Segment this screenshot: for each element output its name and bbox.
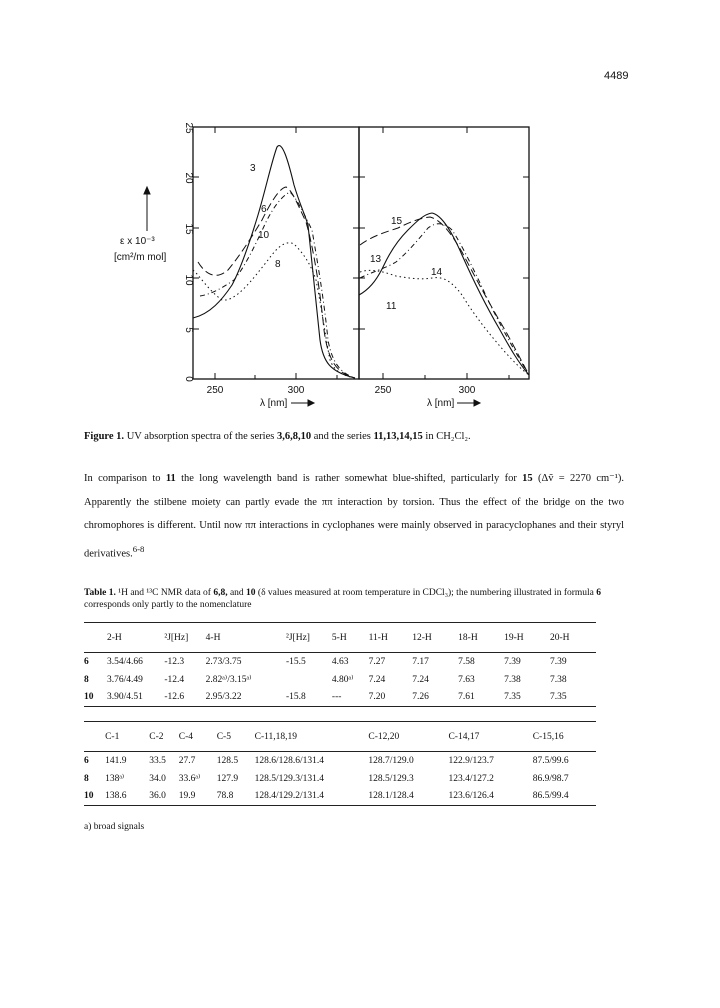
paragraph-text: In comparison to <box>84 473 166 484</box>
table-cell: 7.27 <box>368 656 386 667</box>
table-footnote: a) broad signals <box>84 822 145 832</box>
page-number: 4489 <box>604 70 629 82</box>
figure-caption-label: Figure 1. <box>84 431 125 442</box>
table-row <box>84 770 596 788</box>
table-caption <box>84 587 624 611</box>
curve-label: 11 <box>386 301 397 312</box>
table-cell: 3.76/4.49 <box>106 674 143 685</box>
table-cell: 7.39 <box>549 656 567 667</box>
x-tick-label: 300 <box>458 385 476 396</box>
table-cell: 128.6/128.6/131.4 <box>254 755 325 766</box>
table-cell: -12.3 <box>164 656 185 667</box>
table-caption-label: Table 1. <box>84 588 116 598</box>
compound-number: 6 <box>84 656 89 667</box>
column-header: C-15,16 <box>532 731 564 742</box>
table-cell: 2.95/3.22 <box>205 692 242 703</box>
curve-6 <box>198 187 355 378</box>
column-header: 5-H <box>331 632 347 643</box>
y-ticks <box>193 127 529 379</box>
caption-text: in CH₂Cl₂. <box>422 431 471 442</box>
column-header: C-14,17 <box>448 731 480 742</box>
column-header: C-2 <box>149 731 164 742</box>
curve-11 <box>359 213 529 375</box>
table-cell: 128.7/129.0 <box>368 755 414 766</box>
curve-15 <box>360 217 529 375</box>
table-row <box>84 671 596 689</box>
y-tick-label: 10 <box>183 274 194 286</box>
table-cell: 33.6ᵃ⁾ <box>178 774 201 784</box>
column-header: 19-H <box>504 632 524 643</box>
table-row <box>84 653 596 671</box>
table-cell: 7.24 <box>368 674 386 685</box>
caption-text: and the series <box>311 431 374 442</box>
uv-spectra-figure <box>0 0 720 430</box>
paragraph-text: (Δṽ = 2270 cm⁻¹). Apparently the stilbene moiety can partly evade the ππ interaction by torsion. Thus the effect of the bridge on the two chromophores is different. Until now ππ interactions in cyclophanes were mainly observed in paracyclophanes and their styryl derivatives. <box>84 473 624 559</box>
table-cell: 128.1/128.4 <box>368 791 414 802</box>
table-cell: --- <box>331 692 342 703</box>
x-tick-label: 250 <box>206 385 224 396</box>
table-cell: 123.4/127.2 <box>448 773 494 784</box>
curve-label: 10 <box>258 230 270 241</box>
curve-label: 8 <box>275 259 281 270</box>
table-cell: 138.6 <box>105 791 127 802</box>
table-row <box>84 788 596 806</box>
table-cell: 4.63 <box>331 656 349 667</box>
table-cell: 78.8 <box>216 791 234 802</box>
compound-number: 6 <box>84 755 89 766</box>
right-panel-frame <box>359 127 529 379</box>
paragraph-text: the long wavelength band is rather somewhat blue-shifted, particularly for <box>175 473 523 484</box>
table-cell: 7.24 <box>412 674 429 685</box>
column-header: C-5 <box>216 731 231 742</box>
table-cell: 2.73/3.75 <box>205 656 242 667</box>
curve-13 <box>360 224 529 375</box>
column-header: C-12,20 <box>368 731 400 742</box>
table-cell: 86.9/98.7 <box>532 773 569 784</box>
table-cell: 128.4/129.2/131.4 <box>254 791 325 802</box>
table-cell: 122.9/123.7 <box>448 755 494 766</box>
column-header: 4-H <box>205 632 221 643</box>
column-header <box>84 623 107 653</box>
table-cell: 3.90/4.51 <box>106 692 143 703</box>
compound-ref: 6 <box>596 588 602 598</box>
table-cell: 7.20 <box>368 692 386 703</box>
table-cell: 3.54/4.66 <box>106 656 143 667</box>
y-tick-label: 25 <box>183 122 194 134</box>
y-tick-label: 15 <box>183 223 194 235</box>
table-cell: 7.35 <box>504 692 521 703</box>
table-cell: 127.9 <box>216 773 239 784</box>
table-cell: 7.38 <box>504 674 521 685</box>
y-tick-label: 20 <box>183 172 194 184</box>
x-axis-label: λ [nm] <box>427 398 455 409</box>
table-cell: 7.58 <box>458 656 475 667</box>
column-header: 12-H <box>412 632 432 643</box>
nmr-table-13c <box>84 721 596 806</box>
curve-label: 3 <box>250 163 256 174</box>
caption-series-2: 11,13,14,15 <box>373 431 423 442</box>
table-cell: 128.5/129.3 <box>368 773 414 784</box>
table-cell: 7.17 <box>412 656 429 667</box>
curve-label: 13 <box>370 254 382 265</box>
left-panel-frame <box>193 127 359 379</box>
column-header: 18-H <box>458 632 478 643</box>
table-caption-text: and <box>227 588 247 598</box>
caption-text: UV absorption spectra of the series <box>124 431 277 442</box>
table-cell: -12.6 <box>164 692 185 703</box>
table-cell: 128.5/129.3/131.4 <box>254 773 325 784</box>
curve-label: 14 <box>431 267 443 278</box>
table-cell: 86.5/99.4 <box>532 791 569 802</box>
curve-label: 6 <box>261 204 267 215</box>
body-paragraph <box>84 467 624 566</box>
table-cell: -15.5 <box>286 656 306 667</box>
column-header: 2-H <box>106 632 122 643</box>
table-cell: 128.5 <box>216 755 239 766</box>
table-cell: 2.82ᵃ⁾/3.15ᵃ⁾ <box>205 675 252 685</box>
table-cell: -15.8 <box>286 692 306 703</box>
table-cell: 7.39 <box>504 656 521 667</box>
column-header <box>84 722 105 752</box>
compound-number: 10 <box>84 692 94 703</box>
table-cell: 19.9 <box>178 791 196 802</box>
compound-ref: 10 <box>246 588 256 598</box>
table-cell <box>286 671 332 689</box>
table-cell: 7.61 <box>458 692 475 703</box>
nmr-table-1h <box>84 622 596 707</box>
table-cell: 4.80ᵃ⁾ <box>331 675 354 685</box>
curve-label: 15 <box>391 216 403 227</box>
curve-3 <box>193 146 355 378</box>
x-tick-label: 300 <box>287 385 305 396</box>
column-header: C-11,18,19 <box>254 731 298 742</box>
x-axis-label: λ [nm] <box>260 398 288 409</box>
y-axis-unit: [cm²/m mol] <box>114 252 167 263</box>
table-cell: 87.5/99.6 <box>532 755 569 766</box>
column-header: 20-H <box>549 632 570 643</box>
y-axis-label: ε x 10⁻³ <box>120 236 155 247</box>
compound-number: 8 <box>84 674 89 685</box>
table-caption-text: (δ values measured at room temperature in CDCl₃); the numbering illustrated in formula <box>255 588 597 598</box>
table-cell: -12.4 <box>164 674 185 685</box>
table-row <box>84 689 596 707</box>
curve-10 <box>200 192 355 378</box>
table-cell: 27.7 <box>178 755 196 766</box>
compound-ref: 11 <box>165 473 176 484</box>
column-header: C-1 <box>105 731 120 742</box>
compound-number: 10 <box>84 791 94 802</box>
table-cell: 7.35 <box>549 692 567 703</box>
table-cell: 33.5 <box>149 755 166 766</box>
table-cell: 7.26 <box>412 692 429 703</box>
table-row <box>84 752 596 770</box>
caption-series-1: 3,6,8,10 <box>276 431 312 442</box>
y-tick-label: 0 <box>183 376 194 382</box>
table-cell: 7.38 <box>549 674 567 685</box>
curve-14 <box>360 270 529 375</box>
column-header: ²J[Hz] <box>286 632 310 643</box>
table-caption-text: corresponds only partly to the nomenclature <box>84 600 252 610</box>
table-cell: 123.6/126.4 <box>448 791 494 802</box>
compound-ref: 15 <box>522 473 533 484</box>
table-cell: 138ᵃ⁾ <box>105 774 125 784</box>
table-cell: 36.0 <box>149 791 166 802</box>
compound-number: 8 <box>84 773 89 784</box>
column-header: C-4 <box>178 731 194 742</box>
table-cell: 34.0 <box>149 773 166 784</box>
y-tick-label: 5 <box>183 327 194 333</box>
column-header: ²J[Hz] <box>164 632 189 643</box>
x-tick-label: 250 <box>374 385 392 396</box>
table-caption-text: ¹H and ¹³C NMR data of <box>115 588 214 598</box>
column-header: 11-H <box>368 632 388 643</box>
table-cell: 7.63 <box>458 674 475 685</box>
citation-ref: 6-8 <box>132 543 145 554</box>
table-cell: 141.9 <box>105 755 127 766</box>
compound-ref: 6,8, <box>213 588 228 598</box>
figure-caption <box>84 431 644 442</box>
